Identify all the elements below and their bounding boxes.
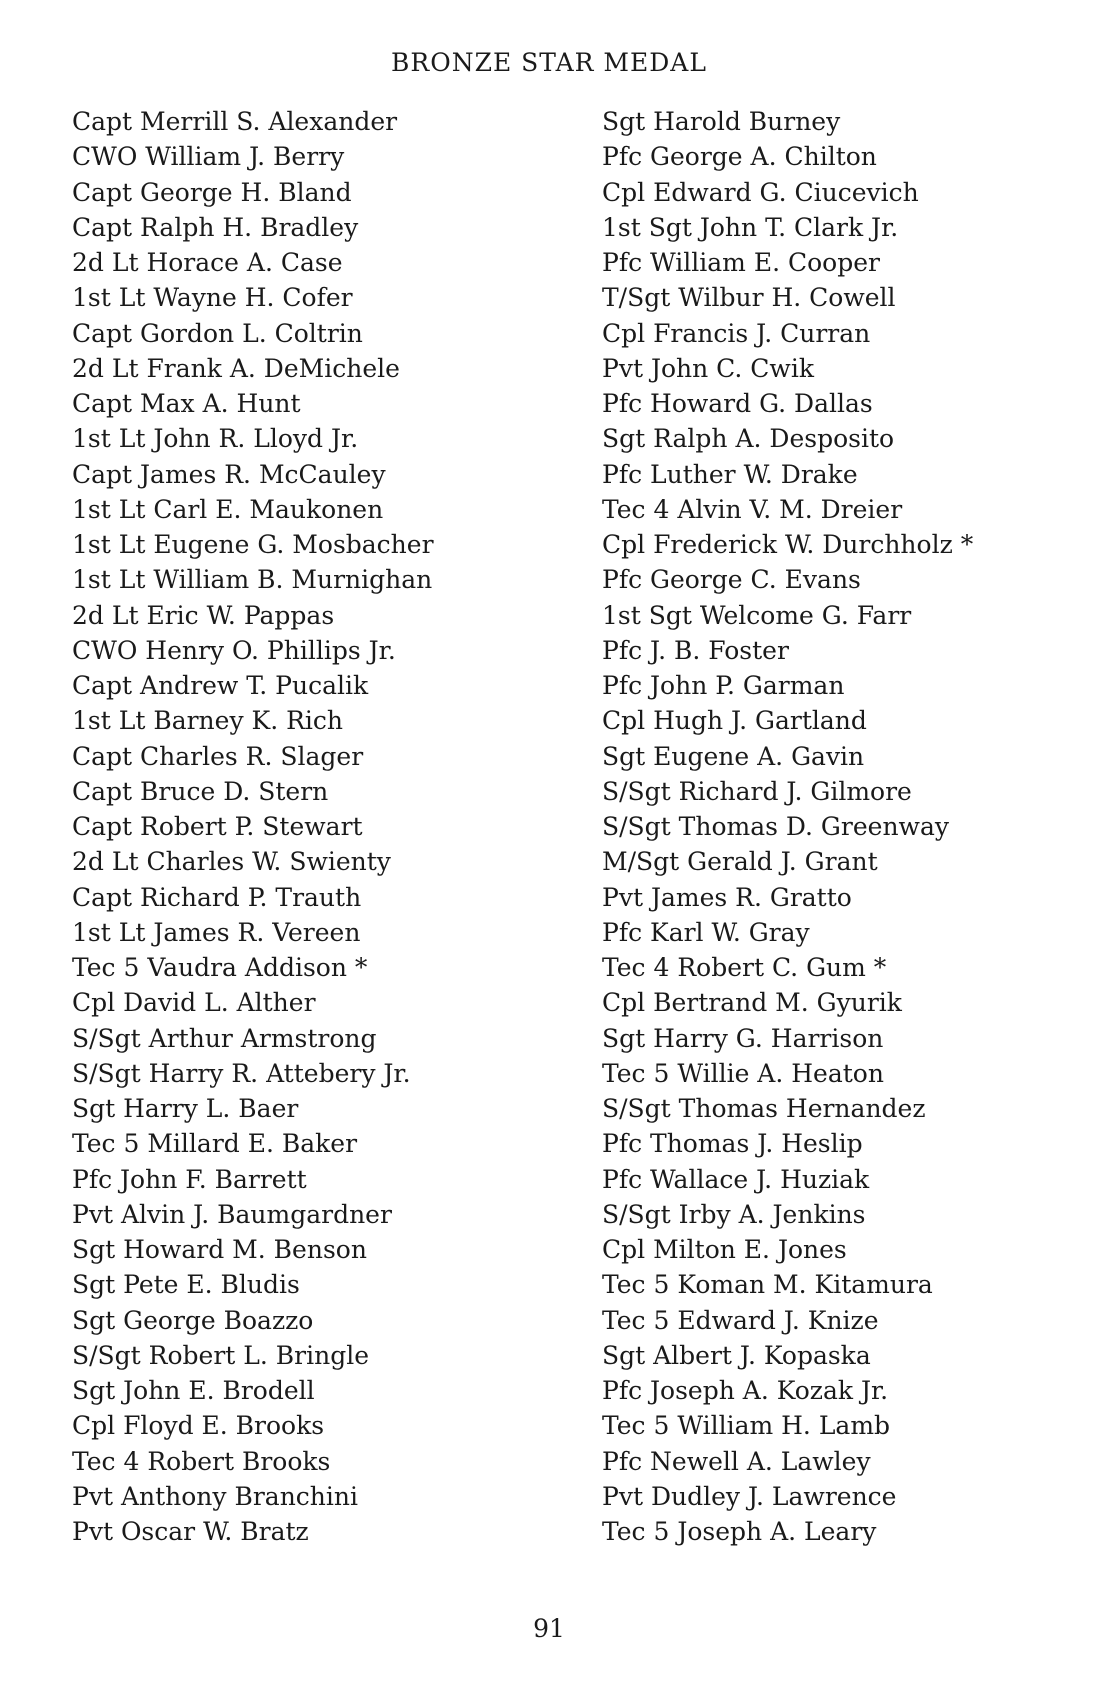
- left-name-column: [72, 104, 552, 1549]
- name-entry: Tec 5 Willie A. Heaton: [602, 1058, 884, 1088]
- name-entry: Tec 5 William H. Lamb: [602, 1411, 891, 1441]
- name-entry: Tec 5 Edward J. Knize: [602, 1305, 879, 1335]
- name-entry: Cpl Frederick W. Durchholz *: [602, 530, 974, 559]
- name-entry: 2d Lt Horace A. Case: [72, 248, 343, 277]
- name-entry: Capt Merrill S. Alexander: [72, 107, 398, 136]
- name-entry: Capt George H. Bland: [72, 177, 352, 207]
- name-entry: 2d Lt Charles W. Swienty: [72, 847, 391, 877]
- name-entry: Capt Bruce D. Stern: [72, 776, 329, 806]
- name-entry: Pfc John F. Barrett: [72, 1164, 307, 1194]
- name-entry: Cpl Francis J. Curran: [602, 318, 871, 348]
- name-entry: 1st Lt Barney K. Rich: [72, 706, 344, 736]
- name-entry: Pfc John P. Garman: [602, 671, 845, 700]
- name-entry: S/Sgt Richard J. Gilmore: [602, 776, 912, 806]
- name-entry: Sgt Harry L. Baer: [72, 1094, 299, 1123]
- name-entry: Pvt John C. Cwik: [602, 353, 814, 383]
- name-entry: Tec 5 Joseph A. Leary: [602, 1517, 877, 1546]
- name-entry: Capt James R. McCauley: [72, 459, 386, 489]
- name-entry: Capt Andrew T. Pucalik: [72, 671, 369, 700]
- name-entry: 2d Lt Frank A. DeMichele: [72, 353, 400, 383]
- name-entry: Sgt Harold Burney: [602, 107, 841, 136]
- name-entry: 1st Sgt Welcome G. Farr: [602, 600, 912, 630]
- name-entry: Sgt John E. Brodell: [72, 1376, 315, 1405]
- name-entry: S/Sgt Thomas D. Greenway: [602, 812, 949, 841]
- name-entry: Pfc George A. Chilton: [602, 142, 877, 172]
- name-entry: Sgt Harry G. Harrison: [602, 1023, 884, 1053]
- name-entry: Sgt Eugene A. Gavin: [602, 741, 865, 771]
- name-entry: Pvt Anthony Branchini: [72, 1481, 358, 1511]
- name-entry: Pfc Newell A. Lawley: [602, 1446, 871, 1476]
- name-entry: Tec 5 Koman M. Kitamura: [602, 1270, 933, 1300]
- name-entry: Tec 4 Robert C. Gum *: [602, 953, 887, 982]
- name-entry: S/Sgt Harry R. Attebery Jr.: [72, 1058, 411, 1088]
- name-entry: 1st Lt Wayne H. Cofer: [72, 283, 353, 313]
- name-entry: Cpl Bertrand M. Gyurik: [602, 988, 902, 1018]
- name-entry: Tec 5 Millard E. Baker: [72, 1129, 358, 1159]
- name-entry: 1st Lt James R. Vereen: [72, 917, 361, 947]
- name-entry: Tec 4 Alvin V. M. Dreier: [602, 494, 903, 524]
- name-entry: Sgt Pete E. Bludis: [72, 1270, 300, 1300]
- name-entry: S/Sgt Irby A. Jenkins: [602, 1199, 866, 1229]
- name-entry: S/Sgt Robert L. Bringle: [72, 1340, 369, 1370]
- name-entry: Capt Richard P. Trauth: [72, 882, 362, 912]
- name-entry: 1st Lt Carl E. Maukonen: [72, 494, 384, 524]
- name-entry: Pvt Dudley J. Lawrence: [602, 1481, 897, 1511]
- name-entry: S/Sgt Thomas Hernandez: [602, 1094, 926, 1123]
- name-entry: Capt Max A. Hunt: [72, 389, 301, 418]
- name-entry: Sgt Howard M. Benson: [72, 1235, 367, 1264]
- name-entry: 1st Lt John R. Lloyd Jr.: [72, 424, 359, 454]
- name-entry: Sgt Albert J. Kopaska: [602, 1340, 871, 1370]
- name-entry: CWO William J. Berry: [72, 142, 345, 172]
- name-entry: Pfc Karl W. Gray: [602, 917, 810, 947]
- name-entry: Pfc Joseph A. Kozak Jr.: [602, 1376, 889, 1405]
- page-title: BRONZE STAR MEDAL: [391, 48, 707, 77]
- name-entry: Capt Ralph H. Bradley: [72, 212, 359, 242]
- name-entry: Pvt Alvin J. Baumgardner: [72, 1199, 392, 1229]
- name-entry: 2d Lt Eric W. Pappas: [72, 600, 335, 630]
- name-entry: CWO Henry O. Phillips Jr.: [72, 635, 396, 665]
- name-entry: Capt Robert P. Stewart: [72, 812, 363, 841]
- name-entry: Tec 4 Robert Brooks: [72, 1446, 331, 1476]
- name-entry: 1st Lt William B. Murnighan: [72, 565, 433, 595]
- name-entry: Tec 5 Vaudra Addison *: [72, 953, 368, 982]
- name-entry: Cpl Edward G. Ciucevich: [602, 177, 919, 207]
- name-entry: T/Sgt Wilbur H. Cowell: [602, 283, 896, 313]
- right-name-column: [602, 104, 1082, 1549]
- name-entry: Pfc Thomas J. Heslip: [602, 1129, 863, 1159]
- name-entry: Pfc Wallace J. Huziak: [602, 1164, 870, 1194]
- name-entry: Pfc George C. Evans: [602, 565, 861, 595]
- name-entry: 1st Lt Eugene G. Mosbacher: [72, 530, 434, 559]
- name-entry: Pvt Oscar W. Bratz: [72, 1517, 309, 1546]
- name-entry: 1st Sgt John T. Clark Jr.: [602, 212, 899, 242]
- name-entry: Capt Charles R. Slager: [72, 741, 364, 771]
- name-entry: Cpl Hugh J. Gartland: [602, 706, 867, 736]
- page-number: 91: [533, 1614, 565, 1643]
- name-entry: Pfc J. B. Foster: [602, 635, 789, 665]
- name-entry: Pfc William E. Cooper: [602, 248, 880, 277]
- name-entry: Cpl Milton E. Jones: [602, 1235, 847, 1264]
- name-entry: Cpl David L. Alther: [72, 988, 316, 1018]
- name-entry: Sgt Ralph A. Desposito: [602, 424, 895, 454]
- name-entry: Capt Gordon L. Coltrin: [72, 318, 363, 348]
- name-entry: Pfc Howard G. Dallas: [602, 389, 873, 418]
- name-entry: Pvt James R. Gratto: [602, 882, 852, 912]
- name-entry: Sgt George Boazzo: [72, 1305, 314, 1335]
- name-entry: Pfc Luther W. Drake: [602, 459, 858, 489]
- name-entry: M/Sgt Gerald J. Grant: [602, 847, 878, 877]
- name-entry: S/Sgt Arthur Armstrong: [72, 1023, 377, 1053]
- name-entry: Cpl Floyd E. Brooks: [72, 1411, 325, 1441]
